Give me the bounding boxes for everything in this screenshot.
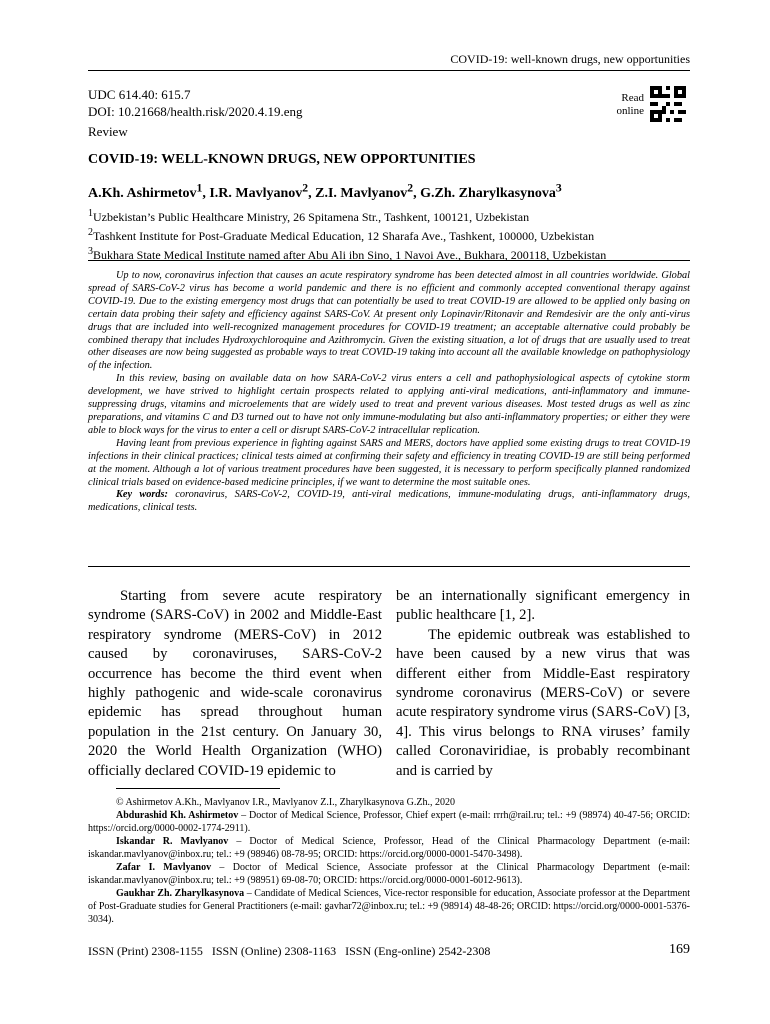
issn-footer: ISSN (Print) 2308-1155 ISSN (Online) 2308-1163 ISSN (Eng-online) 2542-2308 — [88, 944, 491, 958]
copyright-note: © Ashirmetov A.Kh., Mavlyanov I.R., Mavlyanov Z.I., Zharylkasynova G.Zh., 2020 — [116, 797, 455, 808]
divider — [88, 566, 690, 567]
abstract — [88, 270, 690, 515]
body-paragraph: The epidemic outbreak was established to have been caused by a new virus that was different either from Middle-East respiratory syndrome coronavirus (MERS-CoV) or severe acute respiratory syndrome virus (SARS-CoV) [3, 4]. This virus belongs to RNA viruses’ family called Coronaviridiae, is probably recombinant and is carried by — [396, 626, 690, 779]
affiliations — [88, 206, 606, 263]
footnotes — [88, 796, 690, 926]
author: G.Zh. Zharylkasynova$^3$ — [420, 181, 562, 201]
abstract-paragraph: In this review, basing on available data on how SARA-CoV-2 virus enters a cell and pathophysiological aspects of cytokine storm development, we have strived to highlight certain prospects related to applying anti-viral medications, anti-inflammatory and immune-suppressing drugs, vitamins and microelements that are widely used to treat and prevent various diseases. Most tested drugs as well as zinc preparations, and vitamins C and D3 turned out to have not only immune-modulating but also anti-inflammatory properties; or either they were able to block ways for the virus to enter a cell or disrupt SARS-CoV-2 intracellular replication. — [88, 373, 690, 436]
author-note: Zafar I. Mavlyanov – Doctor of Medical Science, Associate professor at the Clinical Pharmacology Department (e-mail: iskandar.mavlyanov@inbox.ru; tel.: +9 (98951) 69-08-70; ORCID: https://orcid.org/0000-0001-6012-9613). — [88, 862, 690, 886]
article-meta — [88, 86, 302, 120]
affiliation: $^3$Bukhara State Medical Institute named after Abu Ali ibn Sino, 1 Navoi Ave., Bukhara, 200118, Uzbekistan — [88, 246, 607, 262]
article-title: COVID-19: WELL-KNOWN DRUGS, NEW OPPORTUNITIES — [88, 152, 476, 167]
author: A.Kh. Ashirmetov$^1$, — [88, 181, 210, 201]
body-paragraph: Starting from severe acute respiratory syndrome (SARS-CoV) in 2002 and Middle-East respiratory syndrome (MERS-CoV) in 2012 caused by coronaviruses, SARS-CoV-2 occurrence has become the third event when highly pathogenic and wide-scale coronavirus epidemic has spread throughout human population in the 21st century. On January 30, 2020 the World Health Organization (WHO) officially declared COVID-19 epidemic to — [88, 588, 382, 779]
author-note: Iskandar R. Mavlyanov – Doctor of Medical Science, Professor, Head of the Clinical Pharmacology Department (e-mail: iskandar.mavlyanov@inbox.ru; tel.: +9 (98946) 08-78-95; ORCID: https://orcid.org/0000-0001-5470-3498). — [88, 836, 690, 860]
article-type: Review — [88, 124, 128, 139]
footnote-divider — [116, 788, 280, 789]
body-column-left — [88, 587, 382, 781]
author-note: Abdurashid Kh. Ashirmetov – Doctor of Medical Science, Professor, Chief expert (e-mail: rrrh@rail.ru; tel.: +9 (98974) 40-47-56; ORCID: https://orcid.org/0000-0002-1774-2911). — [88, 810, 691, 834]
running-head: COVID-19: well-known drugs, new opportunities — [88, 52, 690, 71]
body-column-right — [396, 587, 690, 781]
affiliation: $^2$Tashkent Institute for Post-Graduate Medical Education, 12 Sharafa Ave., Tashkent, 100000, Uzbekistan — [88, 227, 595, 243]
page-number: 169 — [669, 942, 690, 957]
author-note: Gaukhar Zh. Zharylkasynova – Candidate of Medical Sciences, Vice-rector responsible for education, Associate professor at the Department of Post-Graduate studies for General Practitioners (e-mail: gavhar72@inbox.ru; tel.: +9 (98914) 48-48-26; ORCID: https://orcid.org/0000-0001-5376-3034). — [88, 888, 690, 925]
divider — [88, 260, 690, 261]
udc-code: UDC 614.40: 615.7 — [88, 87, 191, 102]
read-online-label: Read online — [616, 92, 644, 117]
author: I.R. Mavlyanov$^2$, — [209, 181, 316, 201]
qr-code-icon[interactable] — [650, 86, 686, 122]
author: Z.I. Mavlyanov$^2$, — [315, 181, 421, 201]
author-list — [88, 181, 562, 202]
abstract-paragraph: Having leant from previous experience in fighting against SARS and MERS, doctors have applied some existing drugs to treat COVID-19 infections in their clinical practices; clinical tests aimed at confirming their safety and efficiency in treating COVID-19 are still being performed at the moment. Although a lot of various treatment procedures have been suggested, it is necessary to perform specifically planned randomized clinical trials based on evidence-based medicine principles, if we want to determine the most suitable ones. — [88, 437, 690, 488]
abstract-paragraph: Up to now, coronavirus infection that causes an acute respiratory syndrome has been detected almost in all countries worldwide. Global spread of SARS-CoV-2 virus has become a world pandemic and there is no efficient and commonly accepted conventional therapy against COVID-19. Due to the existing emergency most drugs that can potentially be used to treat COVID-19 are allowed to be applied only basing on certain data probing their safety and efficiency against SARS-CoV. At present only Lopinavir/Ritonavir and Remdesivir are the only anti-virus drugs that are included into well-recognized management procedures for COVID-19 treatment; an acceptable alternative could probably be combined therapy that includes Hydroxychloroquine and Azithromycin. Given the existing situation, a lot of drugs that are usually used to treat other diseases are now being suggested as probable ways to treat COVID-19 taking into account all the available knowledge on pathophysiology of the infection. — [88, 270, 690, 372]
keywords: Key words: coronavirus, SARS-CoV-2, COVID-19, anti-viral medications, immune-modulating drugs, anti-inflammatory drugs, medications, clinical tests. — [88, 489, 690, 514]
affiliation: $^1$Uzbekistan’s Public Healthcare Ministry, 26 Spitamena Str., Tashkent, 100121, Uzbekistan — [88, 208, 530, 224]
body-paragraph: be an internationally significant emergency in public healthcare [1, 2]. — [396, 588, 690, 624]
doi[interactable]: DOI: 10.21668/health.risk/2020.4.19.eng — [88, 104, 303, 119]
